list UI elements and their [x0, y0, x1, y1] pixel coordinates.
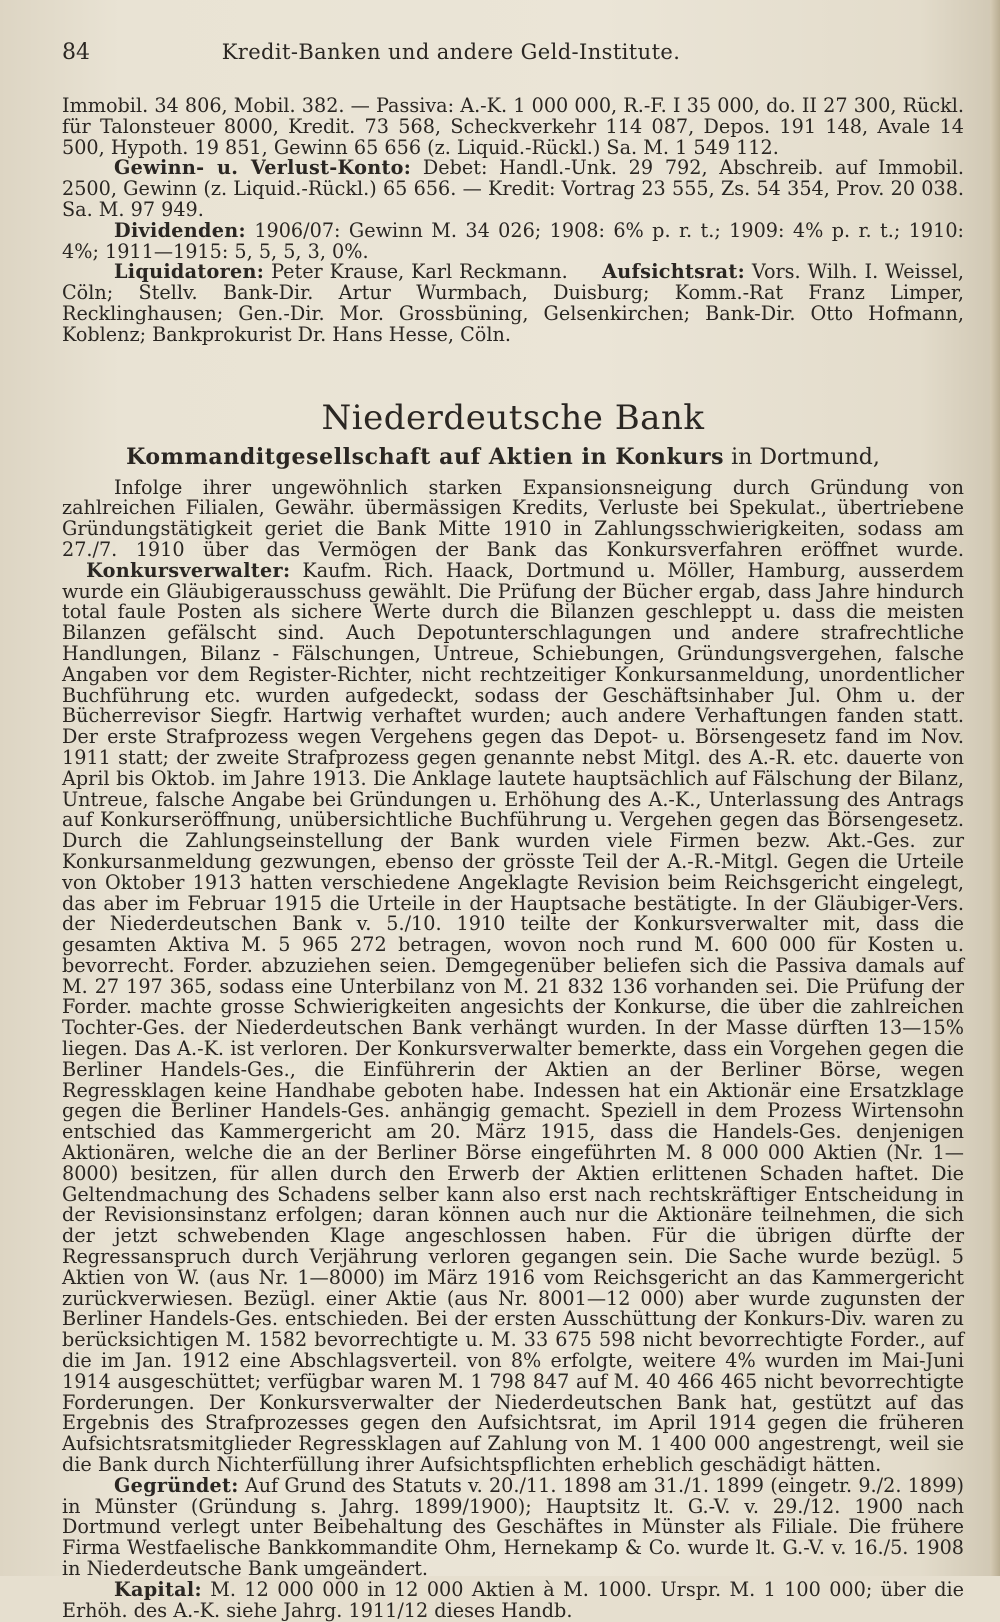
running-title: Kredit-Banken und andere Geld-Institute. — [221, 40, 681, 64]
page-number: 84 — [62, 40, 90, 65]
receivers-label: Konkursverwalter: — [86, 558, 291, 582]
entry-subtitle — [62, 443, 964, 472]
balance-paragraph — [62, 96, 964, 158]
history-text-2: Kaufm. Rich. Haack, Dortmund u. Möller, Hamburg, ausserdem wurde ein Gläubigerausschuss gewählt. Die Prüfung der Bücher ergab, dass Jahre hindurch total faule Posten als sichere Werte durch die Bilanzen geschleppt u. dass die meisten Bilanzen gefälscht sind. Auch Depotunterschlagungen und andere strafrechtliche Handlungen, Bilanz - Fälschungen, Untreue, Schiebungen, Gründungsvergehen, falsche Angaben vor dem Register-Richter, nicht rechtzeitiger Konkursanmeldung, unordentlicher Buchführung etc. wurden aufgedeckt, sodass der Geschäftsinhaber Jul. Ohm u. der Bücherrevisor Siegfr. Hartwig verhaftet wurden; auch andere Verhaftungen fanden statt. Der erste Strafprozess wegen Vergehens gegen das Depot- u. Börsengesetz fand im Nov. 1911 statt; der zweite Strafprozess gegen genannte nebst Mitgl. des A.-R. etc. dauerte von April bis Oktob. im Jahre 1913. Die Anklage lautete hauptsächlich auf Fälschung der Bilanz, Untreue, falsche Angabe bei Gründungen u. Erhöhung des A.-K., Unterlassung des Antrags auf Konkurseröffnung, unübersichtliche Buchführung u. Vergehen gegen das Börsengesetz. Durch die Zahlungseinstellung der Bank wurden viele Firmen bezw. Akt.-Ges. zur Konkursanmeldung gezwungen, ebenso der grösste Teil der A.-R.-Mitgl. Gegen die Urteile von Oktober 1913 hatten verschiedene Angeklagte Revision beim Reichsgericht eingelegt, das aber im Februar 1915 die Urteile in der Hauptsache bestätigte. In der Gläubiger-Vers. der Niederdeutschen Bank v. 5./10. 1910 teilte der Konkursverwalter mit, dass die gesamten Aktiva M. 5 965 272 betragen, wovon noch rund M. 600 000 für Kosten u. bevorrecht. Forder. abzuziehen seien. Demgegenüber beliefen sich die Passiva damals auf M. 27 197 365, sodass eine Unterbilanz von M. 21 832 136 vorhanden sei. Die Prüfung der Forder. machte grosse Schwierigkeiten angesichts der Konkurse, die über die zahlreichen Tochter-Ges. der Niederdeutschen Bank verhängt wurden. In der Masse dürften 13—15% liegen. Das A.-K. ist verloren. Der Konkursverwalter bemerkte, dass ein Vorgehen gegen die Berliner Handels-Ges., die Einführerin der Aktien an der Berliner Börse, wegen Regressklagen keine Handhabe geboten habe. Indessen hat ein Aktionär eine Ersatzklage gegen die Berliner Handels-Ges. anhängig gemacht. Speziell in dem Prozess Wirtensohn entschied das Kammergericht am 20. März 1915, dass die Handels-Ges. denjenigen Aktionären, welche die an der Berliner Börse eingeführten M. 8 000 000 Aktien (Nr. 1—8000) besitzen, für allen durch den Erwerb der Aktien erlittenen Schaden haftet. Die Geltendmachung des Schadens selber kann also erst nach rechtskräftiger Entscheidung in der Revisionsinstanz erfolgen; daran können auch nur die Aktionäre teilnehmen, die sich der jetzt schwebenden Klage angeschlossen haben. Für die übrigen dürfte der Regressanspruch durch Verjährung verloren gegangen sein. Die Sache wurde bezügl. 5 Aktien von W. (aus Nr. 1—8000) im März 1916 vom Reichsgericht an das Kammergericht zurückverwiesen. Bezügl. einer Aktie (aus Nr. 8001—12 000) aber wurde zugunsten der Berliner Handels-Ges. entschieden. Bei der ersten Ausschüttung der Konkurs-Div. waren zu berücksichtigen M. 1582 bevorrechtigte u. M. 33 675 598 nicht bevorrechtigte Forder., auf die im Jan. 1912 eine Abschlagsverteil. von 8% erfolgte, weitere 4% wurden im Mai-Juni 1914 ausgeschüttet; verfügbar waren M. 1 798 847 auf M. 40 466 465 nicht bevorrechtigte Forderungen. Der Konkursverwalter der Niederdeutschen Bank hat, gestützt auf das Ergebnis des Strafprozesses gegen den Aufsichtsrat, im April 1914 gegen die früheren Aufsichtsratsmitglieder Regressklagen auf Zahlung von M. 1 400 000 angestrengt, weil sie die Bank durch Nichterfüllung ihrer Aufsichtspflichten erheblich geschädigt hätten. — [62, 558, 965, 1477]
dividends-text: 1906/07: Gewinn M. 34 026; 1908: 6% p. r. t.; 1909: 4% p. r. t.; 1910: 4%; 1911—1915: 5, 5, 5, 3, 0%. — [62, 218, 964, 263]
page-edge — [990, 0, 1000, 1576]
liquidators-text: Peter Krause, Karl Reckmann. — [271, 260, 568, 284]
gv-paragraph — [62, 158, 964, 220]
dividends-paragraph — [62, 218, 964, 263]
founded-label: Gegründet: — [114, 1473, 239, 1497]
gv-text: Debet: Handl.-Unk. 29 792, Abschreib. auf Immobil. 2500, Gewinn (z. Liquid.-Rückl.) 65 656. — Kredit: Vortrag 23 555, Zs. 54 354, Prov. 20 038. Sa. M. 97 949. — [62, 156, 965, 221]
balance-text: Immobil. 34 806, Mobil. 382. — Passiva: A.-K. 1 000 000, R.-F. I 35 000, do. II 27 300, Rückl. für Talonsteuer 8000, Kredit. 73 568, Scheckverkehr 114 087, Depos. 191 148, Avale 14 500, Hypoth. 19 851, Gewinn 65 656 (z. Liquid.-Rückl.) Sa. M. 1 549 112. — [62, 94, 964, 159]
liquidators-label: Liquidatoren: — [114, 260, 265, 284]
entry-title: Niederdeutsche Bank — [321, 397, 705, 438]
subtitle-rest: in Dortmund, — [731, 444, 880, 470]
gv-label: Gewinn- u. Verlust-Konto: — [114, 156, 412, 180]
founded-text: Auf Grund des Statuts v. 20./11. 1898 am 31./1. 1899 (eingetr. 9./2. 1899) in Münster (Gründung s. Jahrg. 1899/1900); Hauptsitz lt. G.-V. v. 29./12. 1900 nach Dortmund verlegt unter Beibehaltung des Geschäftes in Münster als Filiale. Die frühere Firma Westfaelische Bankkommandite Ohm, Hernekamp & Co. wurde lt. G.-V. v. 16./5. 1908 in Niederdeutsche Bank umgeändert. — [62, 1473, 964, 1580]
subtitle-bold: Kommanditgesellschaft auf Aktien in Konkurs — [126, 443, 725, 470]
history-text-1: Infolge ihrer ungewöhnlich starken Expansionsneigung durch Gründung von zahlreichen Filialen, Gewähr. übermässigen Kredits, Verluste bei Spekulat., übertriebene Gründungstätigkeit geriet die Bank Mitte 1910 in Zahlungsschwierigkeiten, sodass am 27./7. 1910 über das Vermögen der Bank das Konkursverfahren eröffnet wurde. — [62, 475, 964, 561]
previous-entry — [62, 96, 964, 346]
board-label: Aufsichtsrat: — [602, 260, 745, 284]
history-paragraph — [62, 475, 965, 1477]
running-head — [62, 40, 964, 80]
capital-paragraph — [62, 1577, 964, 1622]
officers-paragraph — [62, 262, 964, 345]
capital-label: Kapital: — [114, 1577, 202, 1601]
entry-niederdeutsche-bank — [62, 397, 964, 1622]
dividends-label: Dividenden: — [114, 218, 246, 242]
board-text: Vors. Wilh. I. Weissel, Cöln; Stellv. Bank-Dir. Artur Wurmbach, Duisburg; Komm.-Rat Franz Limper, Recklinghausen; Gen.-Dir. Mor. Grossbüning, Gelsenkirchen; Bank-Dir. Otto Hofmann, Koblenz; Bankprokurist Dr. Hans Hesse, Cöln. — [62, 260, 964, 346]
founded-paragraph — [62, 1473, 964, 1580]
capital-text: M. 12 000 000 in 12 000 Aktien à M. 1000. Urspr. M. 1 100 000; über die Erhöh. des A.-K. siehe Jahrg. 1911/12 dieses Handb. — [62, 1577, 964, 1622]
